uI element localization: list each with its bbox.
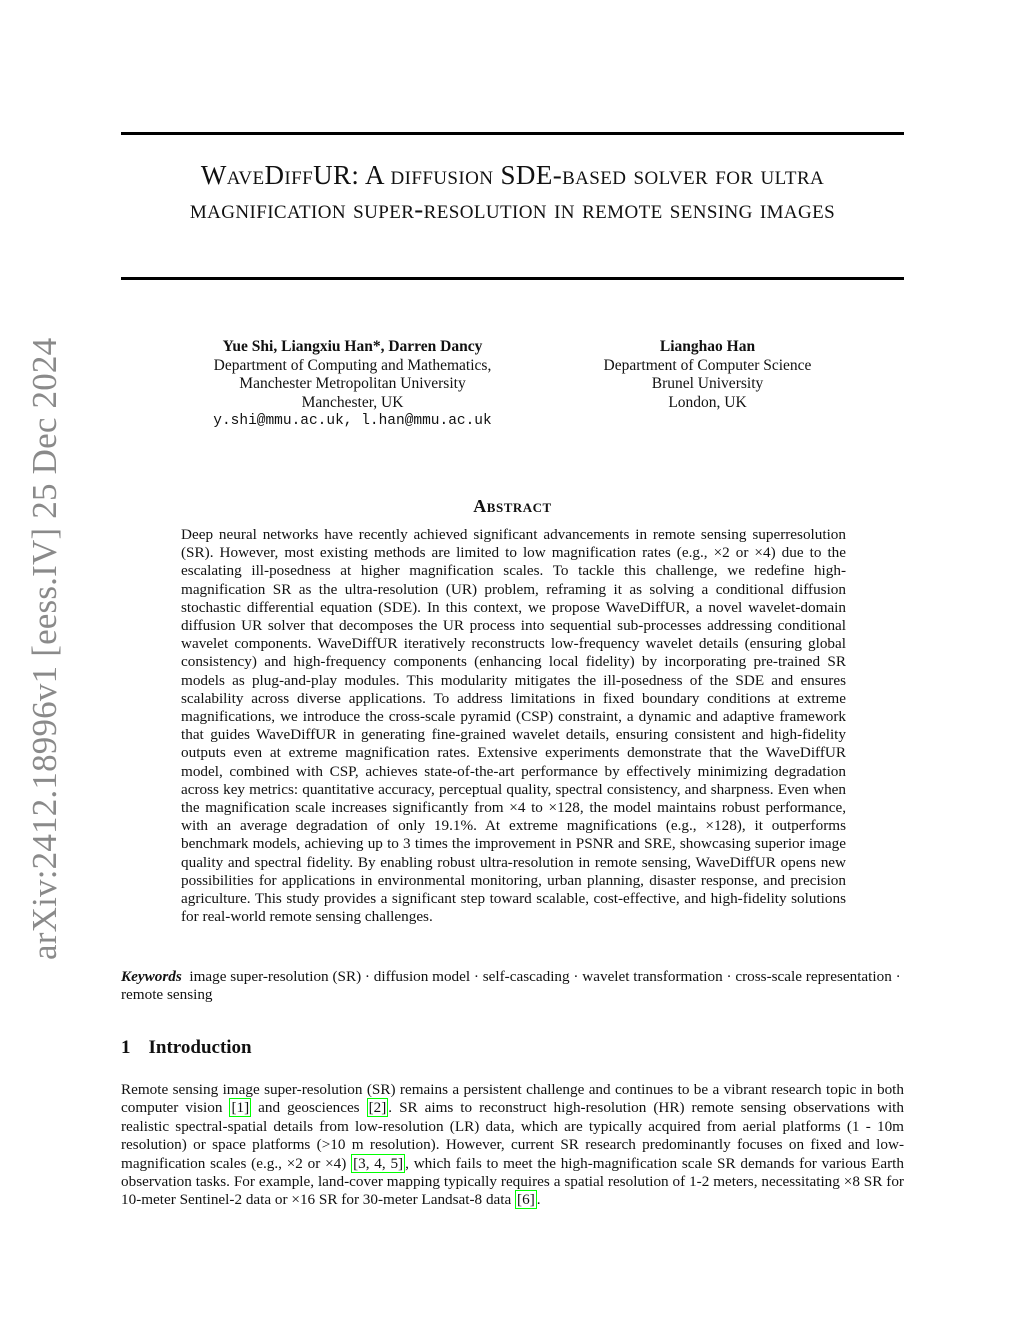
abstract-heading: Abstract (473, 496, 552, 516)
author-institution: Manchester Metropolitan University (239, 375, 466, 392)
keywords-list: image super-resolution (SR) · diffusion model · self-cascading · wavelet transformation · cross-scale representation · remote sensing (121, 968, 901, 1004)
title-top-rule (121, 132, 904, 135)
author-department: Department of Computing and Mathematics, (213, 356, 492, 374)
title-bottom-rule (121, 277, 904, 280)
section-number: 1 (121, 1037, 131, 1058)
arxiv-identifier-stamp: arXiv:2412.18996v1 [eess.IV] 25 Dec 2024 (25, 337, 64, 960)
paper-title: WaveDiffUR: A diffusion SDE-based solver for ultra magnification super-resolution in remote sensing images (189, 160, 836, 224)
citation-link[interactable]: [3, 4, 5] (353, 1154, 404, 1172)
intro-text: , which fails to meet the high-magnification scale SR demands for various Earth observation tasks. For example, land-cover mapping typically requires a spatial resolution of 1-2 meters, necessitating ×8 SR for 10-meter Sentinel-2 data or ×16 SR for 30-meter Landsat-8 data (121, 1154, 904, 1209)
intro-text: . SR aims to reconstruct high-resolution (HR) remote sensing observations with realistic spectral-spatial details from low-resolution (LR) data, which are typically acquired from aerial platforms (1 - 10m resolution) or space platforms (>10 m resolution). However, current SR research predominantly focuses on fixed and low-magnification scales (e.g., ×2 or ×4) (121, 1099, 904, 1172)
citation-link[interactable]: [2] (368, 1099, 387, 1117)
author-names: Yue Shi, Liangxiu Han*, Darren Dancy (222, 338, 483, 355)
citation-link[interactable]: [6] (517, 1191, 535, 1209)
author-names: Lianghao Han (659, 338, 756, 355)
author-institution: Brunel University (651, 375, 764, 392)
keywords (121, 968, 904, 1005)
section-title: Introduction (148, 1037, 252, 1058)
citation-link[interactable]: [1] (231, 1099, 250, 1117)
intro-text: . (536, 1191, 541, 1209)
intro-text: and geosciences (251, 1099, 367, 1117)
introduction-paragraph (121, 1081, 904, 1210)
author-block-primary (190, 338, 515, 431)
abstract-text: Deep neural networks have recently achieved significant advancements in remote sensing superresolution (SR). However, most existing methods are limited to low magnification rates (e.g., ×2 or ×4) due to the escalating ill-posedness at higher magnification scales. To tackle this challenge, we redefine high-magnification SR as the ultra-resolution (UR) problem, reframing it as solving a conditional diffusion stochastic differential equation (SDE). In this context, we propose WaveDiffUR, a novel wavelet-domain diffusion UR solver that decomposes the UR process into sequential sub-processes addressing conditional wavelet components. WaveDiffUR iteratively reconstructs low-frequency wavelet details (ensuring global consistency) and high-frequency components (enhancing local fidelity) by incorporating pre-trained SR models as plug-and-play modules. This modularity mitigates the ill-posedness of the SDE and ensures scalability across diverse applications. To address limitations in fixed boundary conditions at extreme magnifications, we introduce the cross-scale pyramid (CSP) constraint, a dynamic and adaptive framework that guides WaveDiffUR in generating fine-grained wavelet details, ensuring consistent and high-fidelity outputs even at extreme magnification rates. Extensive experiments demonstrate that the WaveDiffUR model, combined with CSP, achieves state-of-the-art performance by effectively minimizing degradation across key metrics: quantitative accuracy, perceptual quality, spectral consistency, and sharpness. Even when the magnification scale increases significantly from ×4 to ×128, the model maintains robust performance, with an average degradation of only 19.1%. At extreme magnifications (e.g., ×128), it outperforms benchmark models, achieving up to 3 times the improvement in PSNR and SRE, showcasing superior image quality and spectral fidelity. By enabling robust ultra-resolution in remote sensing, WaveDiffUR opens new possibilities for applications in environmental monitoring, urban planning, disaster response, and precision agriculture. This study provides a significant step toward scalable, cost-effective, and high-fidelity solutions for real-world remote sensing challenges. (181, 526, 846, 926)
intro-text: Remote sensing image super-resolution (SR) remains a persistent challenge and continues to be a vibrant research topic in both computer vision (121, 1081, 904, 1117)
author-location: London, UK (668, 393, 747, 411)
author-location: Manchester, UK (301, 393, 404, 411)
author-department: Department of Computer Science (603, 356, 812, 374)
author-block-secondary (580, 338, 835, 412)
section-heading-introduction (121, 1037, 252, 1059)
keywords-label: Keywords (121, 968, 182, 985)
author-emails: y.shi@mmu.ac.uk, l.han@mmu.ac.uk (213, 413, 492, 429)
